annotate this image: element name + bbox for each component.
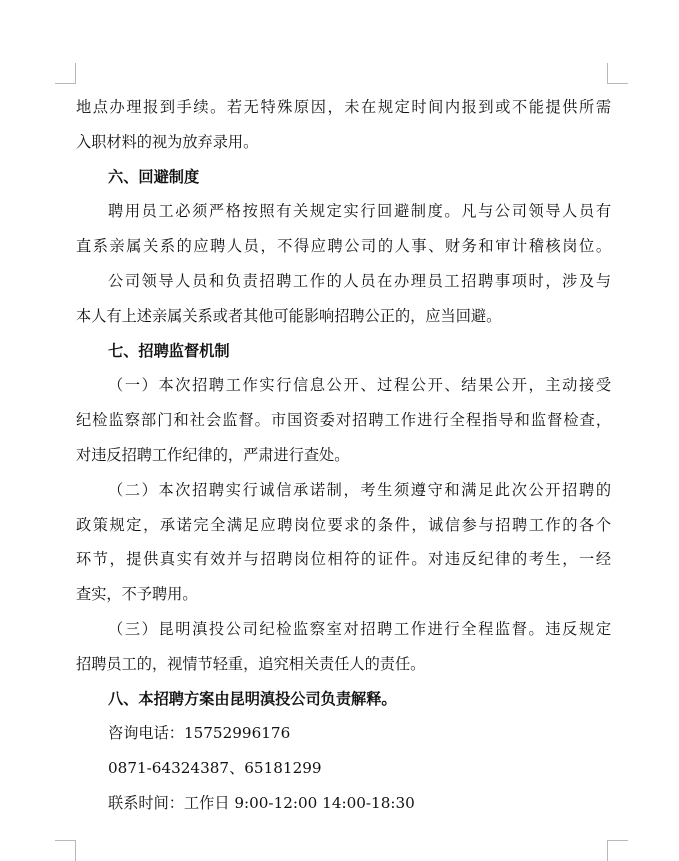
contact-line: 0871-64324387、65181299 [108, 759, 322, 778]
document-body [76, 90, 611, 821]
paragraph-line: 环节，提供真实有效并与招聘岗位相符的证件。对违反纪律的考生，一经 [76, 550, 611, 569]
section-heading: 八、本招聘方案由昆明滇投公司负责解释。 [108, 689, 397, 708]
paragraph-line: 招聘员工的，视情节轻重，追究相关责任人的责任。 [76, 654, 426, 673]
section-heading: 七、招聘监督机制 [108, 341, 230, 360]
paragraph-line: 本人有上述亲属关系或者其他可能影响招聘公正的，应当回避。 [76, 306, 502, 325]
crop-mark-bottom-right [607, 840, 628, 861]
paragraph-line: （一）本次招聘工作实行信息公开、过程公开、结果公开，主动接受 [108, 376, 611, 395]
paragraph-line: 直系亲属关系的应聘人员，不得应聘公司的人事、财务和审计稽核岗位。 [76, 237, 611, 256]
paragraph-line: （二）本次招聘实行诚信承诺制，考生须遵守和满足此次公开招聘的 [108, 480, 611, 499]
crop-mark-top-right [607, 63, 628, 84]
section-heading: 六、回避制度 [108, 167, 200, 186]
paragraph-line: 地点办理报到手续。若无特殊原因，未在规定时间内报到或不能提供所需 [76, 98, 611, 116]
crop-mark-top-left [55, 63, 76, 84]
contact-line: 联系时间：工作日 9:00-12:00 14:00-18:30 [108, 793, 415, 812]
contact-line: 咨询电话：15752996176 [108, 724, 291, 743]
paragraph-line: 入职材料的视为放弃录用。 [76, 132, 259, 151]
crop-mark-bottom-left [55, 840, 76, 861]
paragraph-line: 纪检监察部门和社会监督。市国资委对招聘工作进行全程指导和监督检查， [76, 411, 611, 430]
paragraph-line: 聘用员工必须严格按照有关规定实行回避制度。凡与公司领导人员有 [108, 202, 611, 221]
paragraph-line: 对违反招聘工作纪律的，严肃进行查处。 [76, 445, 350, 464]
paragraph-line: （三）昆明滇投公司纪检监察室对招聘工作进行全程监督。违反规定 [108, 619, 611, 638]
paragraph-line: 查实，不予聘用。 [76, 585, 198, 604]
paragraph-line: 公司领导人员和负责招聘工作的人员在办理员工招聘事项时，涉及与 [108, 271, 611, 290]
paragraph-line: 政策规定，承诺完全满足应聘岗位要求的条件，诚信参与招聘工作的各个 [76, 515, 611, 534]
